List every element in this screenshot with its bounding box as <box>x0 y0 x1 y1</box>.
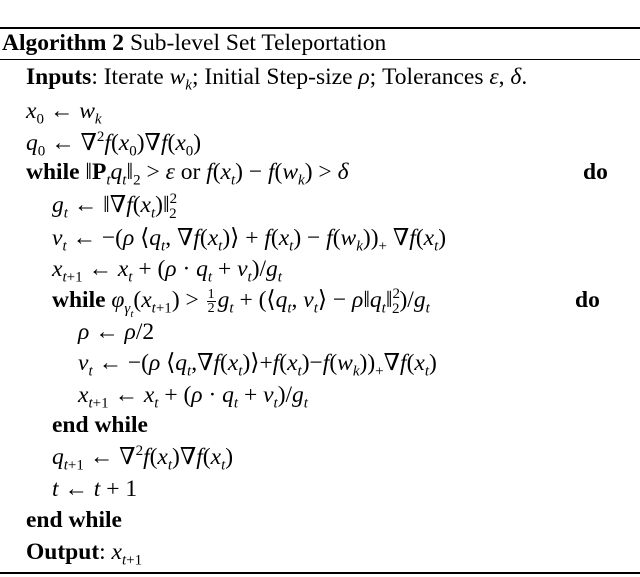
caption-rule <box>0 59 640 60</box>
output-text: : $x_{t+1}$ <box>99 539 143 569</box>
algorithm-line-1: $x_0$ ← $w_k$ <box>26 98 102 128</box>
inner-while-line: while $\varphi_{\gamma_t}(x_{t+1})$ > $\frac{1}{2}$ $g_t$ + ($⟨q_t$, $v_t⟩$ − $\rho‖q_t‖^2_2)/g_t$ <box>52 286 430 320</box>
algorithm-title: Sub-level Set Teleportation <box>129 30 387 56</box>
algorithm-line-5: $v_t$ ← −(ρ $⟨q_t$, $\nabla f(x_t)⟩ + f(x_t) - f(w_k))_+$ $\nabla f(x_t)$ <box>52 225 447 255</box>
inner-end-while: end while <box>52 412 148 438</box>
top-rule <box>0 27 640 29</box>
algorithm-line-10: $x_{t+1}$ ← $x_t + (\rho \cdot q_t + v_t)/g_t$ <box>78 382 308 412</box>
algorithm-line-2: $q_0$ ← $\nabla^2f(x_0)\nabla f(x_0)$ <box>26 129 202 160</box>
outer-while-line: while $‖P_tq_t‖_2 > \varepsilon$ or $f(x_t) - f(w_k) > \delta$ <box>26 159 349 189</box>
fraction-half: $\frac{1}{2}$ <box>207 287 215 317</box>
inputs-keyword: Inputs <box>26 64 92 90</box>
algorithm-caption <box>2 30 386 57</box>
output-keyword: Output <box>26 539 100 565</box>
algorithm-line-4: $g_t$ ← $‖\nabla f(x_t)‖^2_2$ <box>52 191 178 222</box>
inputs-line <box>26 63 528 94</box>
outer-end-while: end while <box>26 507 122 533</box>
algorithm-line-8: ρ ← ρ/2 <box>78 319 155 345</box>
algorithm-line-9: $v_t$ ← −(ρ $⟨q_t,\nabla f(x_t)⟩+f(x_t)-f(w_k))_+\nabla f(x_t)$ <box>78 350 437 380</box>
algorithm-line-12: $q_{t+1}$ ← $\nabla^2f(x_t)\nabla f(x_t)$ <box>52 443 234 474</box>
bottom-rule <box>0 572 640 574</box>
inputs-text: : Iterate $w_k$; Initial Step-size ρ; Tolerances ε, δ. <box>91 64 528 94</box>
algorithm-line-6: $x_{t+1}$ ← $x_t + (\rho \cdot q_t + v_t)/g_t$ <box>52 256 282 286</box>
algorithm-line-13: t ← t + 1 <box>52 476 138 502</box>
algorithm-label: Algorithm 2 <box>2 30 125 56</box>
outer-do-keyword: do <box>583 159 608 185</box>
inner-while-keyword: while <box>52 287 106 313</box>
outer-while-keyword: while <box>26 159 80 185</box>
inner-do-keyword: do <box>575 287 600 313</box>
output-line <box>26 538 143 569</box>
